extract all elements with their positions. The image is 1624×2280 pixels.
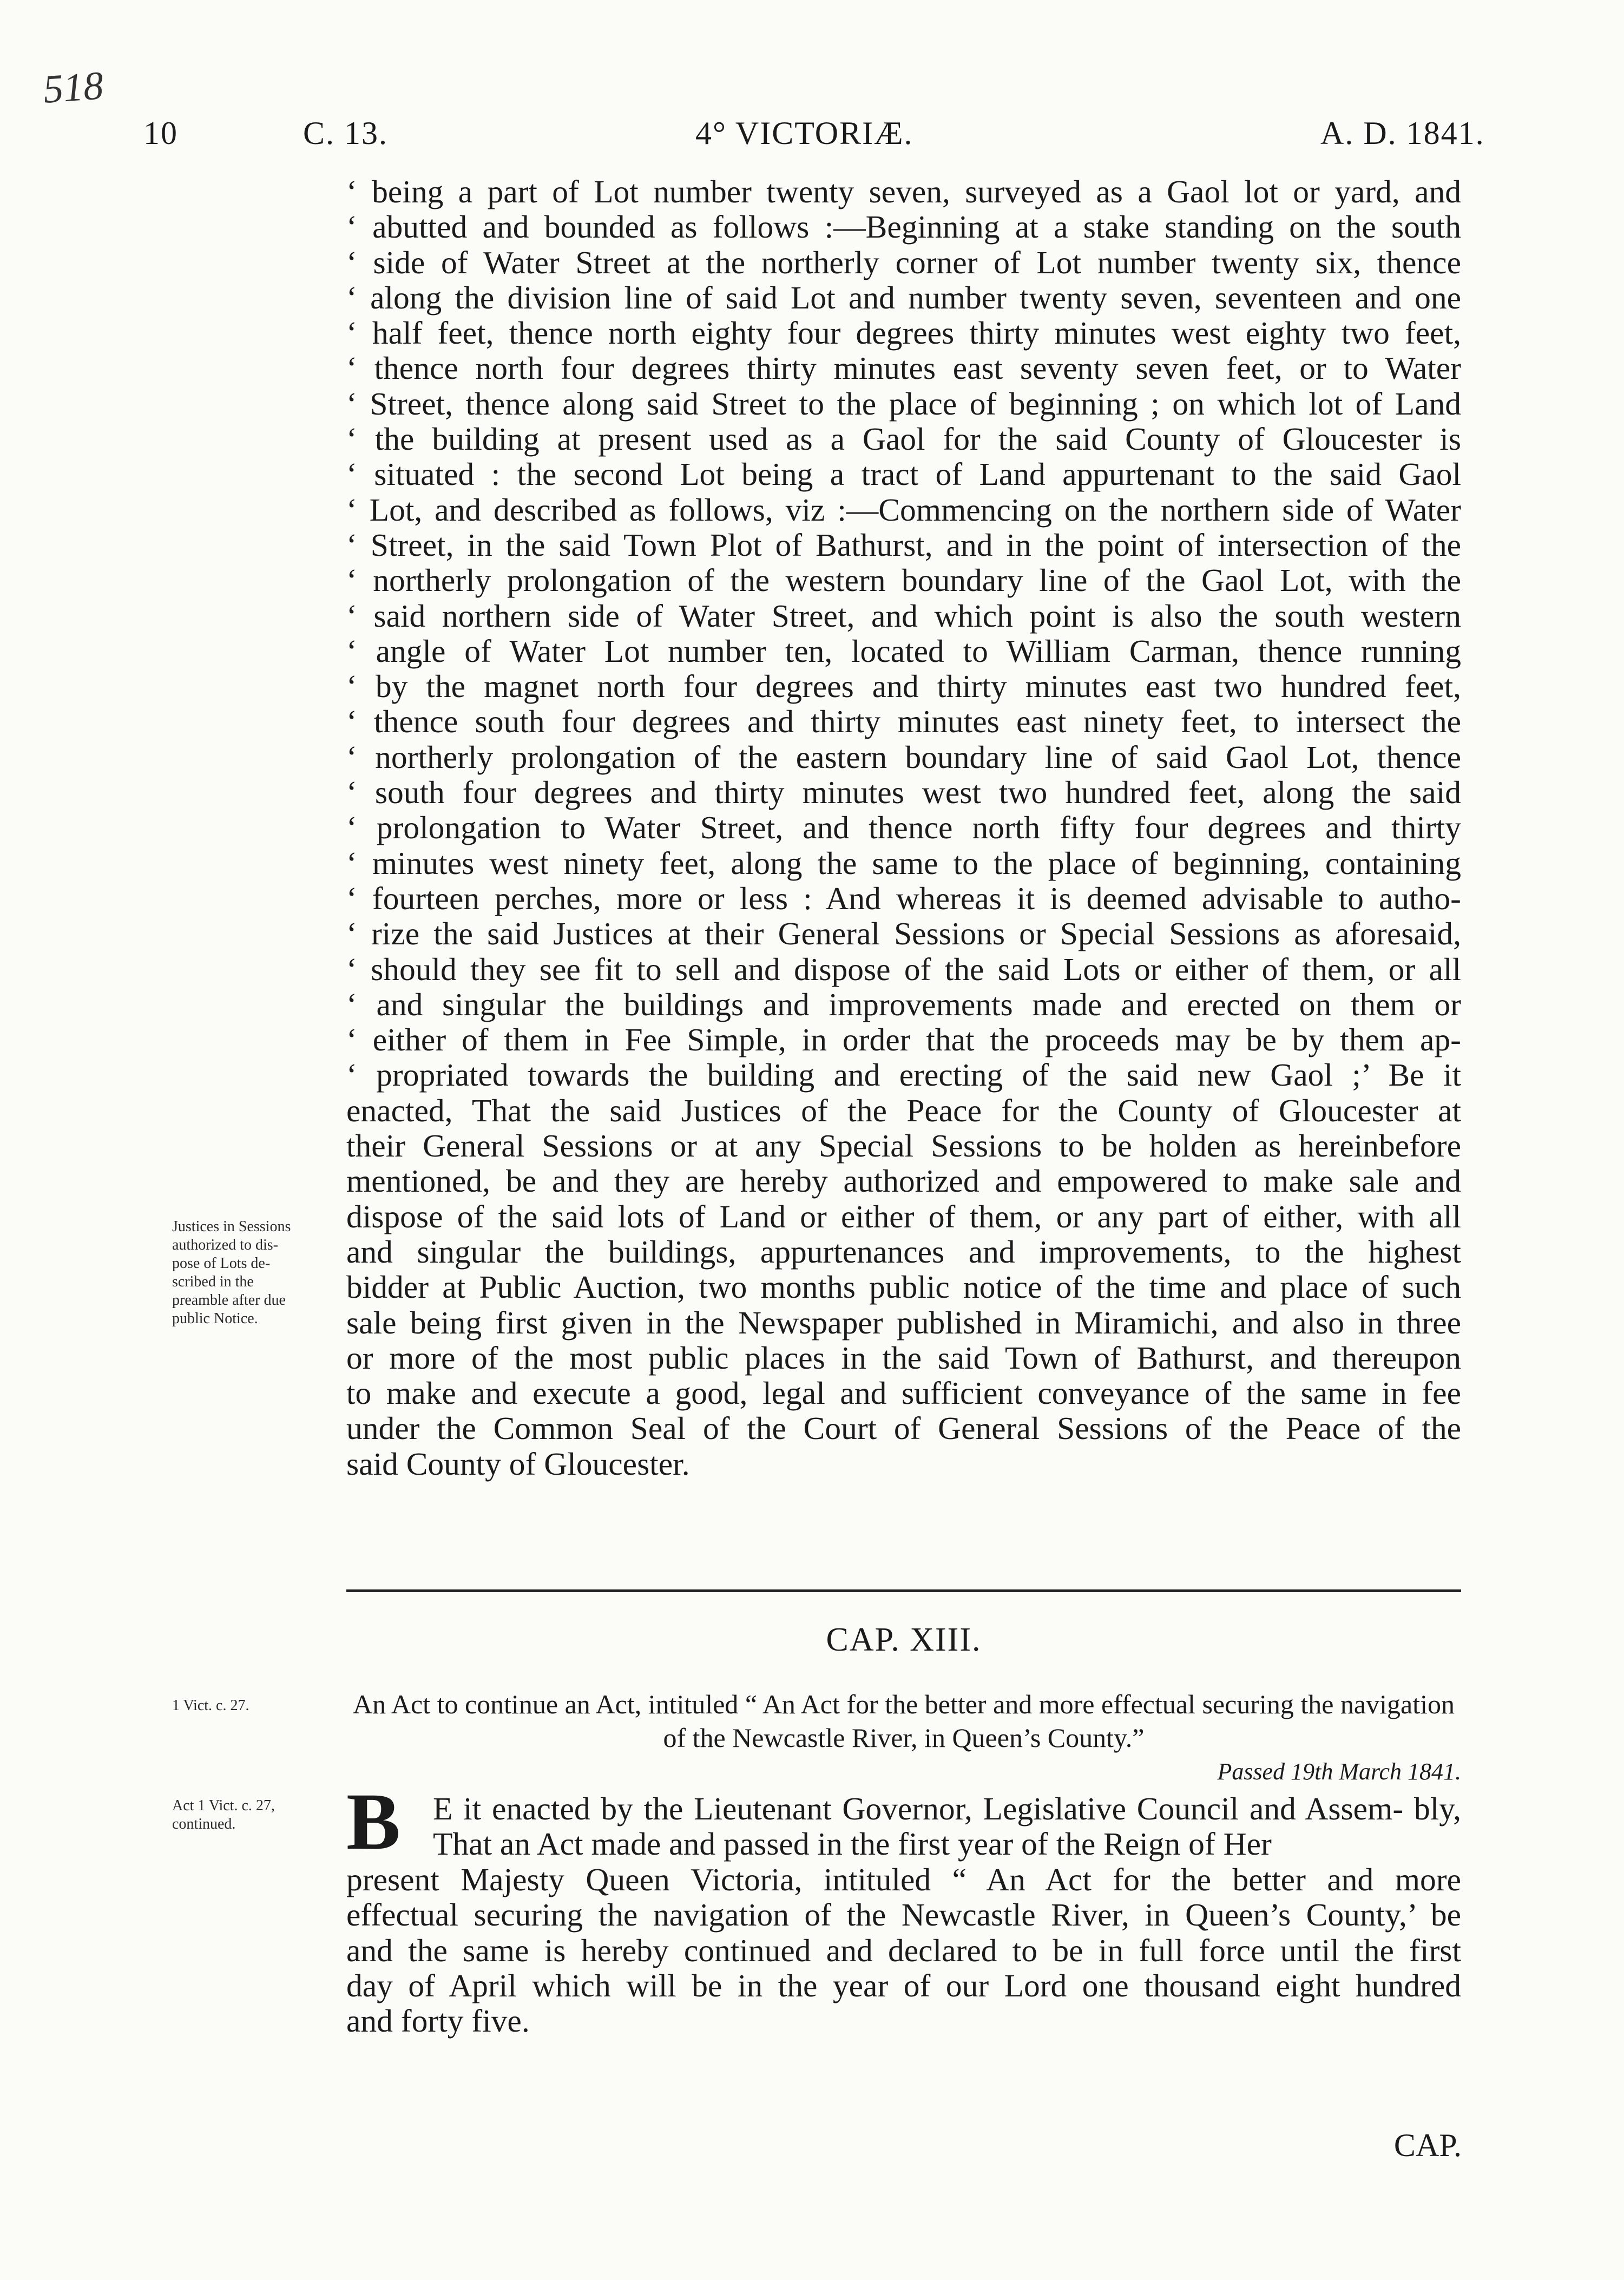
running-head-year: A. D. 1841. (1320, 115, 1485, 151)
text-line: present Majesty Queen Victoria, intituled “ An Act for the better and more (346, 1862, 1461, 1897)
text-line: ‘ angle of Water Lot number ten, located to William Carman, thence running (346, 633, 1461, 669)
text-line: ‘ thence north four degrees thirty minutes east seventy seven feet, or to Water (346, 350, 1461, 386)
text-line: ‘ said northern side of Water Street, and which point is also the south western (346, 597, 1461, 634)
text-line: ‘ south four degrees and thirty minutes west two hundred feet, along the said (346, 774, 1461, 811)
text-line: bidder at Public Auction, two months public notice of the time and place of such (346, 1269, 1461, 1305)
handwritten-folio-number: 518 (42, 63, 105, 112)
text-line: mentioned, be and they are hereby authorized and empowered to make sale and (346, 1163, 1461, 1199)
running-head-reign: 4° VICTORIÆ. (695, 115, 913, 151)
text-line: ‘ either of them in Fee Simple, in order that the proceeds may be by them ap- (346, 1022, 1461, 1058)
text-line: enacted, That the said Justices of the Peace for the County of Gloucester at (346, 1092, 1461, 1128)
text-line: ‘ by the magnet north four degrees and thirty minutes east two hundred feet, (346, 668, 1461, 705)
continued-section-text (346, 174, 1461, 1482)
drop-cap: B (346, 1777, 401, 1867)
text-line: to make and execute a good, legal and sufficient conveyance of the same in fee (346, 1375, 1461, 1411)
text-line: or more of the most public places in the said Town of Bathurst, and thereupon (346, 1339, 1461, 1376)
running-head-chapter: C. 13. (303, 115, 389, 151)
enacting-clause-opening: E it enacted by the Lieutenant Governor, Legislative Council and Assem- bly, That an Act made and passed in the first year of the Reign of Her (433, 1791, 1462, 1862)
margin-note-line: Justices in Sessions (172, 1218, 291, 1235)
margin-note-line: public Notice. (172, 1310, 258, 1327)
text-line: ‘ the building at present used as a Gaol for the said County of Gloucester is (346, 421, 1461, 457)
margin-note-line: preamble after due (172, 1292, 286, 1309)
margin-note-line: pose of Lots de- (172, 1255, 271, 1272)
text-line: ‘ rize the said Justices at their General Sessions or Special Sessions as aforesaid, (346, 916, 1461, 952)
margin-note-citation: 1 Vict. c. 27. (172, 1697, 249, 1714)
text-line: ‘ abutted and bounded as follows :—Beginning at a stake standing on the south (346, 209, 1461, 245)
text-line: effectual securing the navigation of the Newcastle River, in Queen’s County,’ be (346, 1897, 1461, 1933)
text-line: ‘ side of Water Street at the northerly corner of Lot number twenty six, thence (346, 244, 1461, 280)
text-line: ‘ situated : the second Lot being a tract of Land appurtenant to the said Gaol (346, 456, 1461, 492)
section-divider (346, 1589, 1461, 1592)
enacting-clause-text (346, 1862, 1461, 2039)
catchword: CAP. (1393, 2127, 1462, 2163)
text-line: ‘ propriated towards the building and erecting of the said new Gaol ;’ Be it (346, 1057, 1461, 1093)
act-title: An Act to continue an Act, intituled “ An Act for the better and more effectual securing the navigation of the Newcastle River, in Queen’s County.” (353, 1689, 1455, 1753)
text-line: ‘ thence south four degrees and thirty minutes east ninety feet, to intersect the (346, 704, 1461, 740)
margin-note-act-continued: Act 1 Vict. c. 27, continued. (172, 1797, 275, 1832)
text-line: ‘ northerly prolongation of the western boundary line of the Gaol Lot, with the (346, 562, 1461, 599)
text-line: ‘ Street, in the said Town Plot of Bathurst, and in the point of intersection of the (346, 527, 1461, 563)
text-line: ‘ along the division line of said Lot and number twenty seven, seventeen and one (346, 279, 1461, 316)
text-line: ‘ and singular the buildings and improvements made and erected on them or (346, 986, 1461, 1022)
text-line: ‘ minutes west ninety feet, along the same to the place of beginning, containing (346, 845, 1461, 881)
chapter-heading: CAP. XIII. (826, 1621, 982, 1658)
text-line: ‘ half feet, thence north eighty four degrees thirty minutes west eighty two feet, (346, 315, 1461, 351)
text-line: ‘ Street, thence along said Street to the place of beginning ; on which lot of Land (346, 385, 1461, 422)
text-line: their General Sessions or at any Special Sessions to be holden as hereinbefore (346, 1128, 1461, 1164)
text-line: ‘ being a part of Lot number twenty seven, surveyed as a Gaol lot or yard, and (346, 174, 1461, 209)
page-number: 10 (143, 115, 178, 151)
text-line: ‘ fourteen perches, more or less : And whereas it is deemed advisable to autho- (346, 880, 1461, 916)
text-line: and singular the buildings, appurtenances and improvements, to the highest (346, 1233, 1461, 1270)
text-line: and forty five. (346, 2003, 530, 2039)
text-line: dispose of the said lots of Land or either of them, or any part of either, with all (346, 1198, 1461, 1234)
margin-note-justices (172, 1218, 334, 1328)
margin-note-line: scribed in the (172, 1273, 254, 1290)
text-line: said County of Gloucester. (346, 1445, 690, 1482)
text-line: under the Common Seal of the Court of General Sessions of the Peace of the (346, 1410, 1461, 1447)
text-line: and the same is hereby continued and declared to be in full force until the first (346, 1932, 1461, 1968)
text-line: ‘ Lot, and described as follows, viz :—Commencing on the northern side of Water (346, 491, 1461, 528)
text-line: ‘ prolongation to Water Street, and thence north fifty four degrees and thirty (346, 810, 1461, 846)
margin-note-line: authorized to dis- (172, 1237, 278, 1253)
text-line: ‘ northerly prolongation of the eastern boundary line of said Gaol Lot, thence (346, 739, 1461, 775)
text-line: sale being first given in the Newspaper published in Miramichi, and also in three (346, 1304, 1461, 1341)
text-line: ‘ should they see fit to sell and dispose of the said Lots or either of them, or all (346, 951, 1461, 987)
text-line: day of April which will be in the year of our Lord one thousand eight hundred (346, 1967, 1461, 2003)
passed-date: Passed 19th March 1841. (1217, 1758, 1461, 1785)
